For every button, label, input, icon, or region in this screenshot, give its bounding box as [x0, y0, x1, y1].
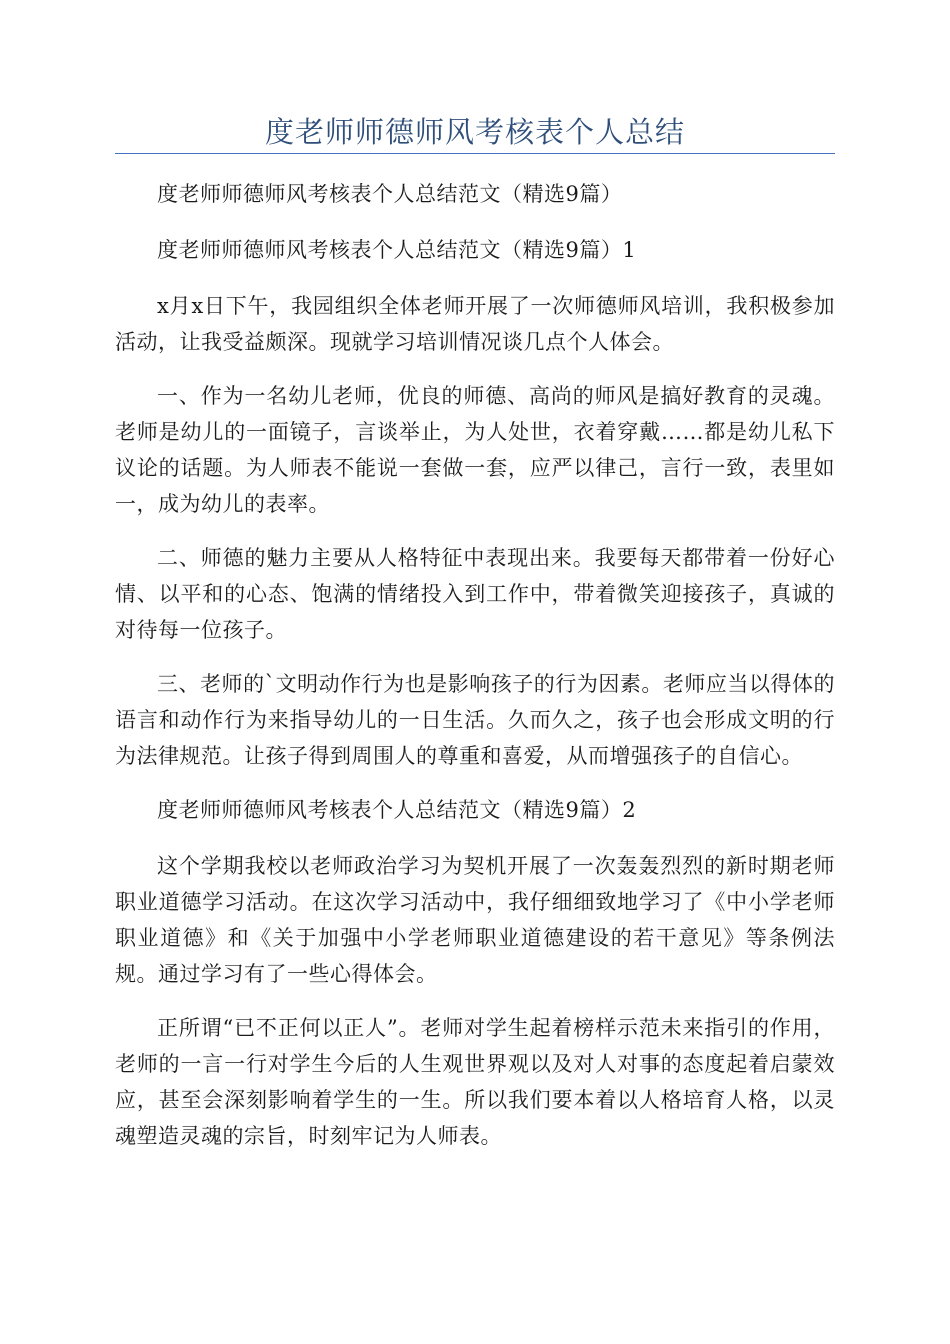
section-heading-1: 度老师师德师风考核表个人总结范文（精选9篇）1	[157, 238, 637, 262]
document-title: 度老师师德师风考核表个人总结	[264, 115, 685, 149]
paragraph: 这个学期我校以老师政治学习为契机开展了一次轰轰烈烈的新时期老师职业道德学习活动。在这次学习活动中，我仔细细致地学习了《中小学老师职业道德》和《关于加强中小学老师职业道德建设的若干意见》等条例法规。通过学习有了一些心得体会。	[115, 854, 835, 986]
section-heading-2: 度老师师德师风考核表个人总结范文（精选9篇）2	[157, 798, 637, 822]
paragraph: 二、师德的魅力主要从人格特征中表现出来。我要每天都带着一份好心情、以平和的心态、饱满的情绪投入到工作中，带着微笑迎接孩子，真诚的对待每一位孩子。	[115, 546, 835, 642]
paragraph: 正所谓“已不正何以正人”。老师对学生起着榜样示范未来指引的作用，老师的一言一行对学生今后的人生观世界观以及对人对事的态度起着启蒙效应，甚至会深刻影响着学生的一生。所以我们要本着以人格培育人格，以灵魂塑造灵魂的宗旨，时刻牢记为人师表。	[115, 1016, 835, 1148]
paragraph: 三、老师的`文明动作行为也是影响孩子的行为因素。老师应当以得体的语言和动作行为来指导幼儿的一日生活。久而久之，孩子也会形成文明的行为法律规范。让孩子得到周围人的尊重和喜爱，从而增强孩子的自信心。	[115, 672, 835, 768]
document-body	[115, 176, 835, 1172]
paragraph: x月x日下午，我园组织全体老师开展了一次师德师风培训，我积极参加活动，让我受益颇深。现就学习培训情况谈几点个人体会。	[115, 294, 835, 354]
paragraph: 一、作为一名幼儿老师，优良的师德、高尚的师风是搞好教育的灵魂。老师是幼儿的一面镜子，言谈举止，为人处世，衣着穿戴……都是幼儿私下议论的话题。为人师表不能说一套做一套，应严以律己，言行一致，表里如一，成为幼儿的表率。	[115, 384, 835, 516]
document-subtitle: 度老师师德师风考核表个人总结范文（精选9篇）	[157, 182, 623, 206]
title-underline	[115, 153, 835, 154]
